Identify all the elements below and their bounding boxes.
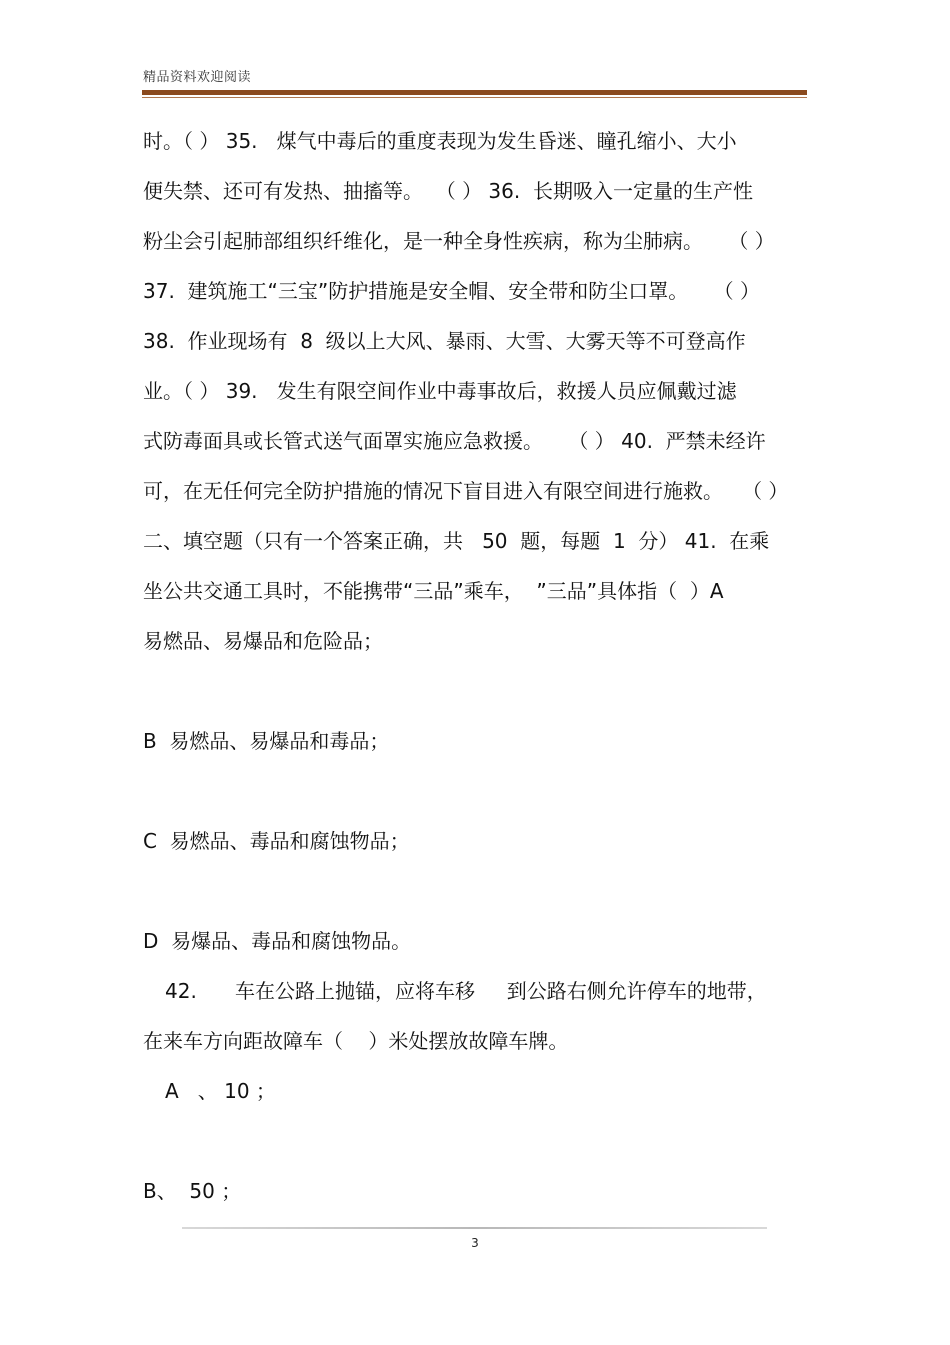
text-line: 可，在无任何完全防护措施的情况下盲目进入有限空间进行施救。 （ ） (143, 479, 789, 503)
option-b-line: B 易燃品、易爆品和毒品； (143, 729, 390, 753)
text-line: 便失禁、还可有发热、抽搐等。 （ ） 36. 长期吸入一定量的生产性 (143, 179, 753, 203)
header-divider-thin (142, 97, 807, 98)
header-divider-thick (142, 90, 807, 95)
option-a-line: A 、 10 ； (165, 1079, 276, 1103)
text-line: 易燃品、易爆品和危险品； (143, 629, 383, 653)
text-line: 坐公共交通工具时，不能携带“三品”乘车， ”三品”具体指（ ）A (143, 579, 724, 603)
footer-divider (182, 1227, 767, 1229)
option-d-line: D 易爆品、毒品和腐蚀物品。 (143, 929, 412, 953)
text-line: 在来车方向距故障车（ ）米处摆放故障车牌。 (143, 1029, 569, 1053)
text-line: 式防毒面具或长管式送气面罩实施应急救援。 （ ） 40. 严禁未经许 (143, 429, 766, 453)
question-42-line: 42. 车在公路上抛锚，应将车移 到公路右侧允许停车的地带， (165, 979, 767, 1003)
option-b-line: B、 50 ； (143, 1179, 242, 1203)
page-header-text: 精品资料欢迎阅读 (143, 70, 252, 85)
text-line: 时。（ ） 35. 煤气中毒后的重度表现为发生昏迷、瞳孔缩小、大小 (143, 129, 737, 153)
text-line: 二、填空题（只有一个答案正确，共 50 题，每题 1 分） 41. 在乘 (143, 529, 770, 553)
page-number: 3 (471, 1236, 479, 1250)
text-line: 业。（ ） 39. 发生有限空间作业中毒事故后，救援人员应佩戴过滤 (143, 379, 737, 403)
option-c-line: C 易燃品、毒品和腐蚀物品； (143, 829, 410, 853)
text-line: 38. 作业现场有 8 级以上大风、暴雨、大雪、大雾天等不可登高作 (143, 329, 746, 353)
text-line: 粉尘会引起肺部组织纤维化，是一种全身性疾病，称为尘肺病。 （ ） (143, 229, 775, 253)
text-line: 37. 建筑施工“三宝”防护措施是安全帽、安全带和防尘口罩。 （ ） (143, 279, 761, 303)
